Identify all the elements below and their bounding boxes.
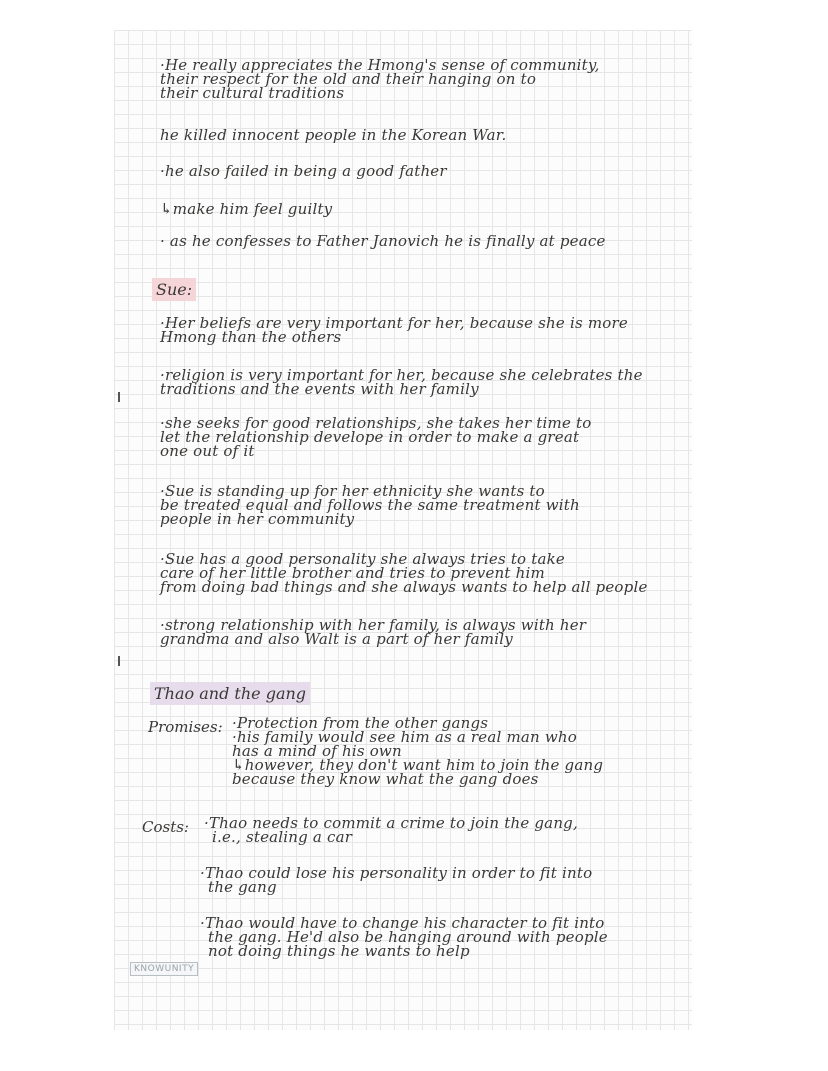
cost-2-line-1: ·Thao could lose his personality in order to fit into [200, 864, 593, 882]
sue-point-3 [160, 416, 591, 458]
walt-line-2: their respect for the old and their hanging on to [160, 70, 537, 88]
sue-point-4-line-2: be treated equal and follows the same treatment with [160, 496, 580, 514]
sue-point-6-line-2: grandma and also Walt is a part of her family [160, 630, 513, 648]
walt-line-5: ·he also failed in being a good father [160, 162, 447, 180]
sue-point-2-line-2: traditions and the events with her family [160, 380, 479, 398]
promises-list [232, 716, 603, 786]
sue-point-5-line-1: ·Sue has a good personality she always tries to take [160, 550, 565, 568]
walt-line-3: their cultural traditions [160, 84, 345, 102]
sue-point-4-line-3: people in her community [160, 510, 355, 528]
sue-point-3-line-1: ·she seeks for good relationships, she takes her time to [160, 414, 592, 432]
sue-point-4-line-1: ·Sue is standing up for her ethnicity she wants to [160, 482, 545, 500]
sue-point-5-line-3: from doing bad things and she always wants to help all people [160, 578, 648, 596]
sue-heading: Sue: [152, 278, 196, 301]
promise-line-1: ·Protection from the other gangs [232, 714, 489, 732]
walt-line-1: ·He really appreciates the Hmong's sense of community, [160, 56, 600, 74]
sue-point-4 [160, 484, 580, 526]
walt-line-6: ↳make him feel guilty [160, 200, 333, 218]
thao-heading: Thao and the gang [150, 682, 310, 705]
cost-3-line-3: not doing things he wants to help [208, 942, 470, 960]
sue-point-3-line-3: one out of it [160, 442, 255, 460]
sue-point-1 [160, 316, 628, 344]
cost-1-line-2: i.e., stealing a car [212, 828, 353, 846]
sue-point-6-line-1: ·strong relationship with her family, is always with her [160, 616, 587, 634]
walt-notes [160, 58, 600, 100]
sue-point-3-line-2: let the relationship develope in order to make a great [160, 428, 580, 446]
cost-3 [200, 916, 608, 958]
sue-point-1-line-2: Hmong than the others [160, 328, 342, 346]
cost-1 [204, 816, 578, 844]
sue-point-2 [160, 368, 643, 396]
promise-line-2: ·his family would see him as a real man who [232, 728, 578, 746]
cost-2 [200, 866, 592, 894]
promise-line-3: has a mind of his own [232, 742, 402, 760]
walt-line-7: · as he confesses to Father Janovich he is finally at peace [160, 232, 606, 250]
cost-3-line-2: the gang. He'd also be hanging around with people [208, 928, 608, 946]
promise-line-5: because they know what the gang does [232, 770, 539, 788]
sue-point-6 [160, 618, 586, 646]
margin-tick-mark [118, 656, 120, 666]
margin-tick-mark [118, 392, 120, 402]
sue-point-5-line-2: care of her little brother and tries to prevent him [160, 564, 545, 582]
knowunity-logo: KNOWUNITY [130, 962, 198, 976]
costs-label: Costs: [142, 818, 189, 836]
sue-point-1-line-1: ·Her beliefs are very important for her, because she is more [160, 314, 628, 332]
promises-label: Promises: [148, 718, 223, 736]
sue-point-2-line-1: ·religion is very important for her, because she celebrates the [160, 366, 643, 384]
sue-point-5 [160, 552, 648, 594]
cost-1-line-1: ·Thao needs to commit a crime to join the gang, [204, 814, 578, 832]
cost-3-line-1: ·Thao would have to change his character to fit into [200, 914, 605, 932]
cost-2-line-2: the gang [208, 878, 277, 896]
promise-line-4: ↳however, they don't want him to join the gang [232, 756, 604, 774]
walt-line-4: he killed innocent people in the Korean War. [160, 126, 507, 144]
